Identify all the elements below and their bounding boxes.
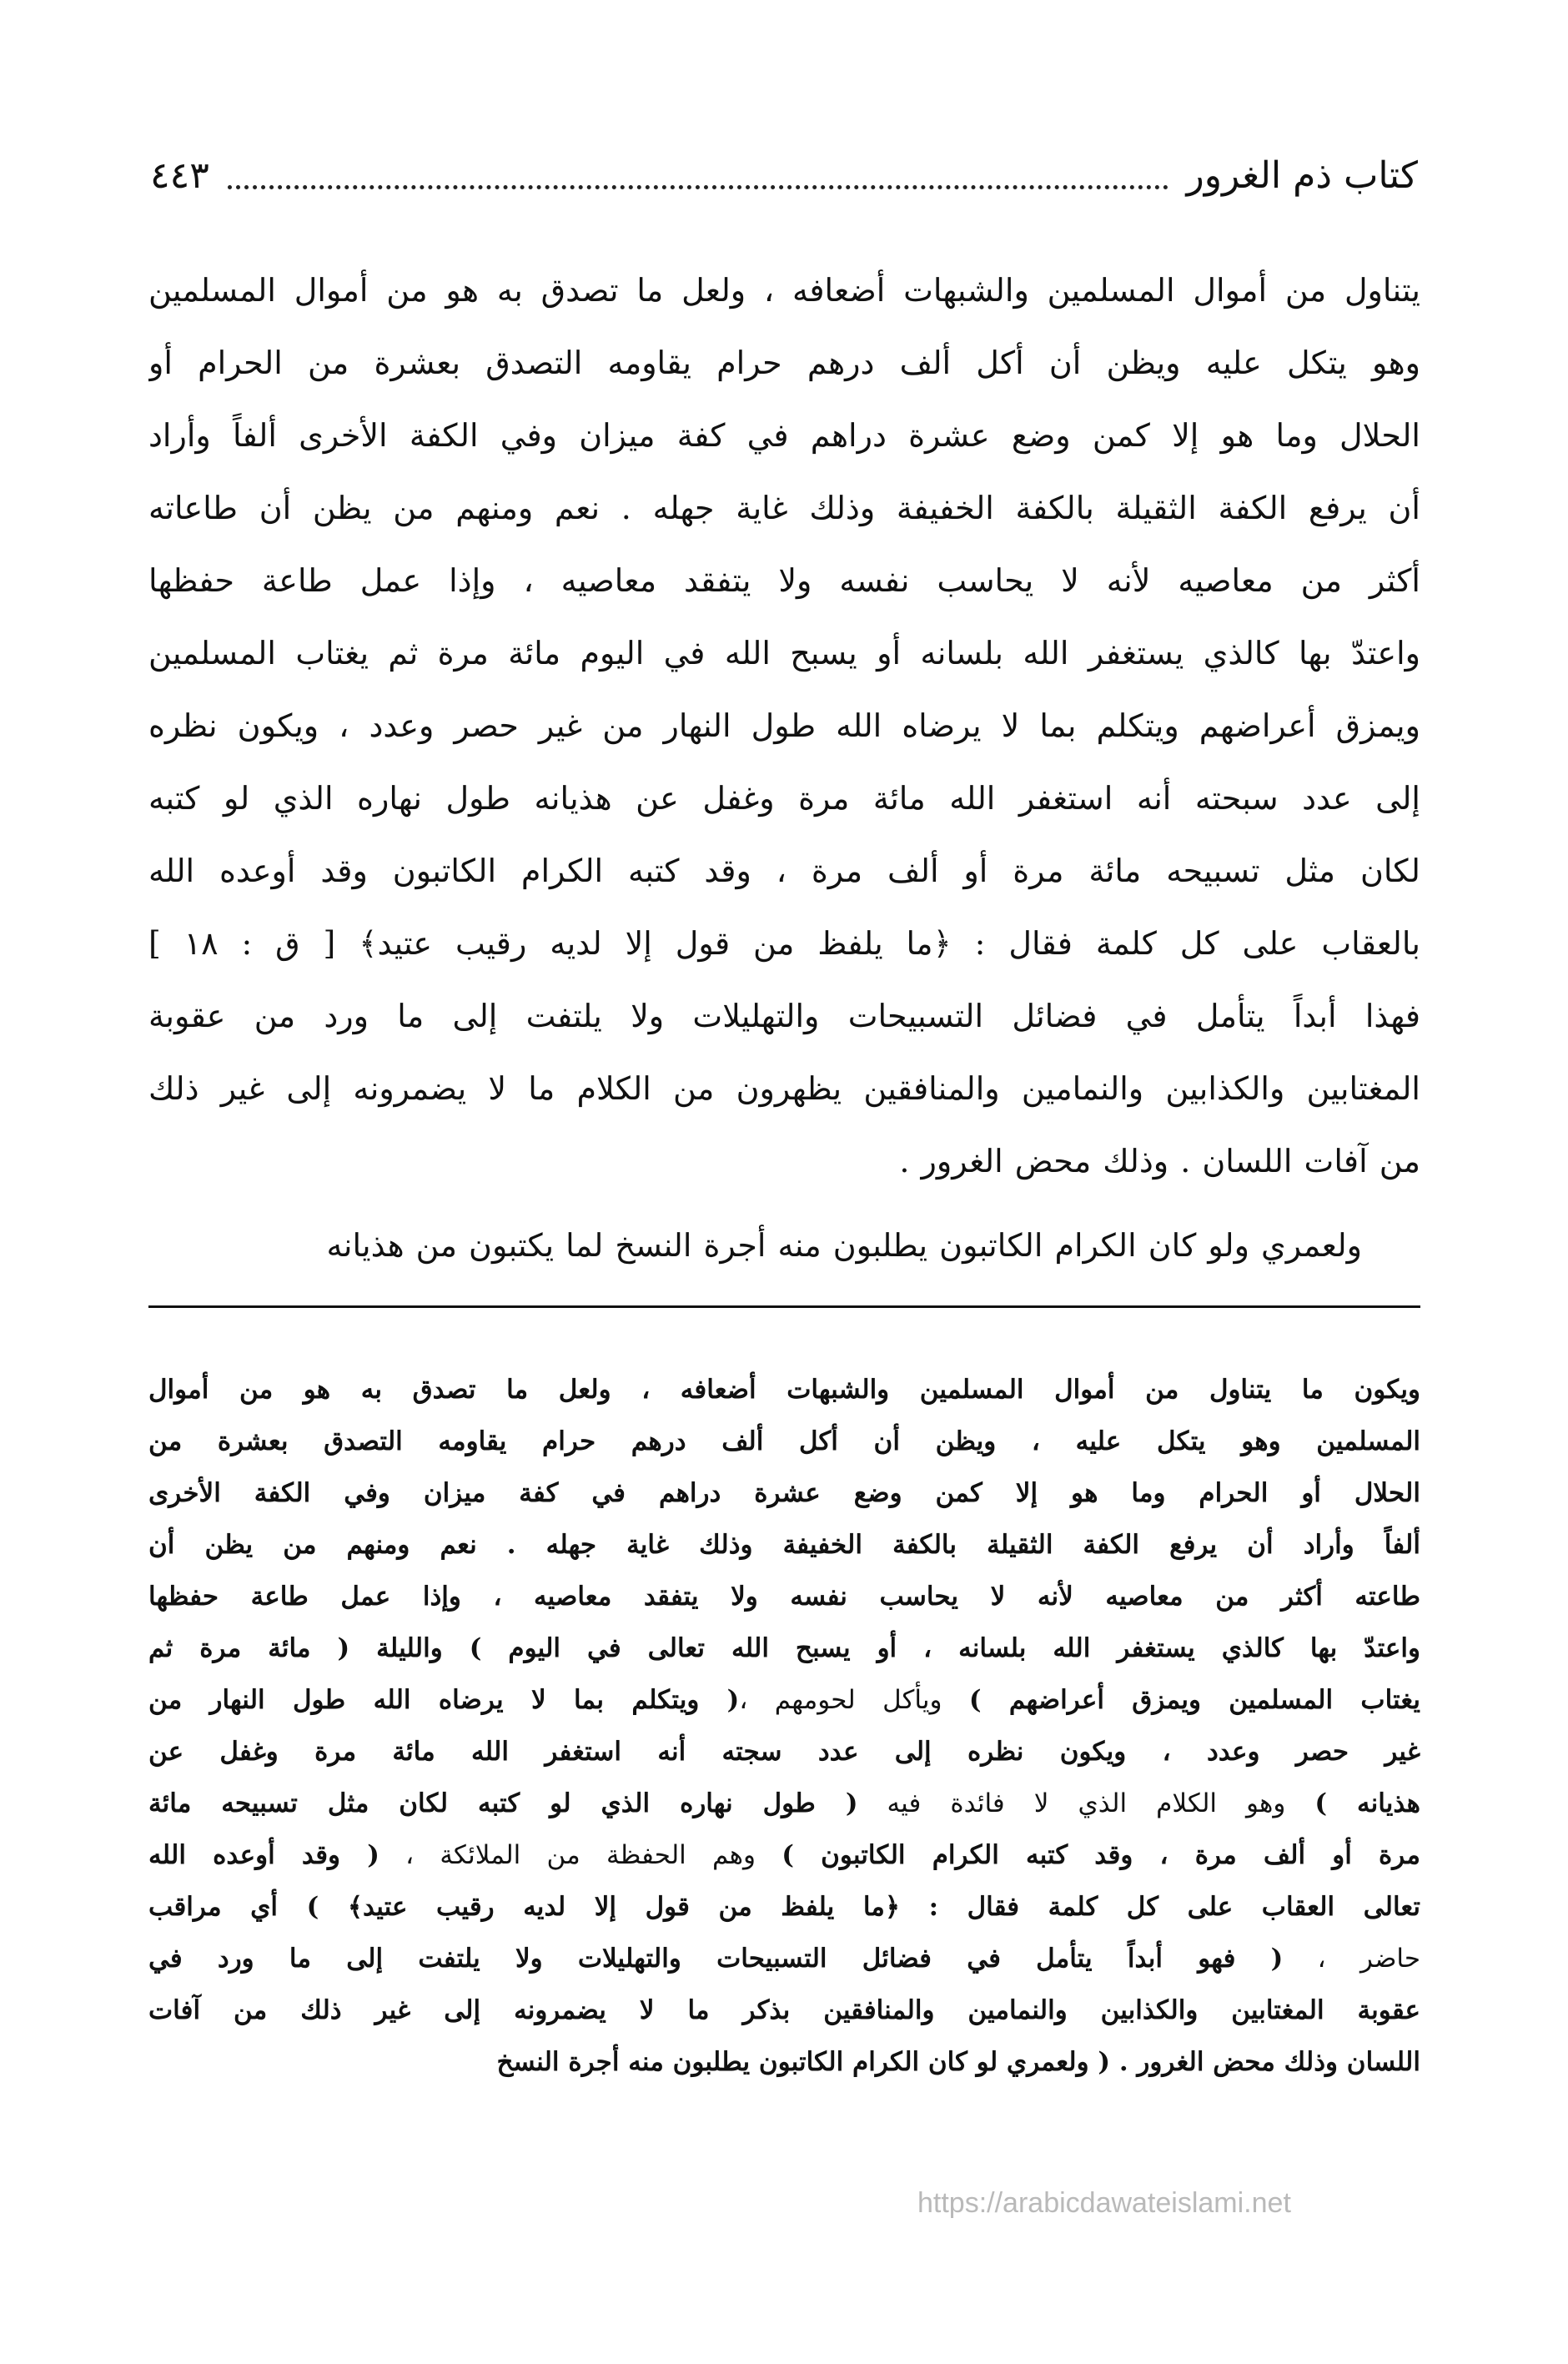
main-text-line: بالعقاب على كل كلمة فقال : ﴿ما يلفظ من قول إلا لديه رقيب عتيد﴾ [ ق : ١٨ ] [148,925,1420,962]
commentary-gloss: ويأكل لحومهم ، [739,1685,969,1715]
main-text-line: وهو يتكل عليه ويظن أن أكل ألف درهم حرام يقاومه التصدق بعشرة من الحرام أو [148,345,1420,381]
main-text-line: المغتابين والكذابين والنمامين والمنافقين يظهرون من الكلام ما لا يضمرونه إلى غير ذلك [148,1070,1420,1107]
main-text [148,254,1420,1282]
commentary-line [148,1519,1420,1571]
commentary-quote: ( ويتكلم بما لا يرضاه الله طول النهار من [148,1685,740,1715]
commentary-quote: ( وقد أوعده الله [148,1840,379,1870]
commentary-quote: ويكون ما يتناول من أموال المسلمين والشبهات أضعافه ، ولعل ما تصدق به هو من أموال [148,1375,1420,1405]
dotted-leader [228,185,1168,189]
commentary-line [148,1622,1420,1674]
main-text-indented-line: ولعمري ولو كان الكرام الكاتبون يطلبون منه أجرة النسخ لما يكتبون من هذيانه [326,1227,1362,1264]
commentary-line [148,1571,1420,1622]
main-text-line: لكان مثل تسبيحه مائة مرة أو ألف مرة ، وقد كتبه الكرام الكاتبون وقد أوعده الله [148,853,1420,889]
commentary-line [148,1778,1420,1829]
commentary-line [148,1416,1420,1467]
commentary-line [148,1881,1420,1933]
main-text-line: ويمزق أعراضهم ويتكلم بما لا يرضاه الله طول النهار من غير حصر وعدد ، ويكون نظره [148,707,1420,744]
commentary-quote: الحلال أو الحرام وما هو إلا كمن وضع عشرة دراهم في كفة ميزان وفي الكفة الأخرى [148,1478,1420,1508]
commentary-text [148,1364,1420,2088]
commentary-line [148,1933,1420,1984]
commentary-line [148,1984,1420,2036]
commentary-quote: ( فهو أبداً يتأمل في فضائل التسبيحات والتهليلات ولا يلتفت إلى ما ورد في [148,1944,1284,1974]
commentary-line [148,1467,1420,1519]
watermark: https://arabicdawateislami.net [917,2187,1291,2219]
main-text-line: أكثر من معاصيه لأنه لا يحاسب نفسه ولا يتفقد معاصيه ، وإذا عمل طاعة حفظها [148,562,1420,599]
commentary-gloss: وهو الكلام الذي لا فائدة فيه [857,1788,1315,1818]
main-text-line: فهذا أبداً يتأمل في فضائل التسبيحات والتهليلات ولا يلتفت إلى ما ورد من عقوبة [148,998,1420,1034]
commentary-quote: هذيانه ) [1314,1788,1420,1818]
running-header [150,146,1418,204]
commentary-line [148,1726,1420,1778]
footnote-divider [148,1305,1420,1308]
commentary-quote: المسلمين وهو يتكل عليه ، ويظن أن أكل ألف درهم حرام يقاومه التصدق بعشرة من [148,1426,1420,1456]
commentary-quote: يغتاب المسلمين ويمزق أعراضهم ) [968,1685,1420,1715]
book-title: كتاب ذم الغرور [1186,153,1418,197]
main-text-line: من آفات اللسان . وذلك محض الغرور . [899,1143,1420,1179]
main-text-line: واعتدّ بها كالذي يستغفر الله بلسانه أو يسبح الله في اليوم مائة مرة ثم يغتاب المسلمين [148,635,1420,671]
page-number: ٤٤٣ [150,153,209,197]
commentary-quote: طاعته أكثر من معاصيه لأنه لا يحاسب نفسه ولا يتفقد معاصيه ، وإذا عمل طاعة حفظها [148,1582,1420,1612]
main-text-line: يتناول من أموال المسلمين والشبهات أضعافه ، ولعل ما تصدق به هو من أموال المسلمين [148,272,1420,309]
commentary-quote: مرة أو ألف مرة ، وقد كتبه الكرام الكاتبون ) [781,1840,1420,1870]
commentary-line [148,1674,1420,1726]
commentary-quote: اللسان وذلك محض الغرور . ( ولعمري لو كان الكرام الكاتبون يطلبون منه أجرة النسخ [496,2047,1420,2077]
commentary-gloss: وهم الحفظة من الملائكة ، [379,1840,782,1870]
commentary-quote: ( طول نهاره الذي لو كتبه لكان مثل تسبيحه مائة [148,1788,858,1818]
main-text-line: أن يرفع الكفة الثقيلة بالكفة الخفيفة وذلك غاية جهله . نعم ومنهم من يظن أن طاعاته [148,490,1420,526]
commentary-quote: عقوبة المغتابين والكذابين والنمامين والمنافقين بذكر ما لا يضمرونه إلى غير ذلك من آفات [148,1995,1420,2025]
commentary-gloss: حاضر ، [1283,1944,1420,1974]
commentary-quote: ألفاً وأراد أن يرفع الكفة الثقيلة بالكفة الخفيفة وذلك غاية جهله . نعم ومنهم من يظن أن [148,1530,1420,1560]
commentary-quote: غير حصر وعدد ، ويكون نظره إلى عدد سجته أنه استغفر الله مائة مرة وغفل عن [148,1737,1420,1767]
commentary-line [148,2036,1420,2088]
commentary-quote: تعالى العقاب على كل كلمة فقال : ﴿ما يلفظ من قول إلا لديه رقيب عتيد﴾ ) أي مراقب [148,1892,1420,1922]
main-text-line: الحلال وما هو إلا كمن وضع عشرة دراهم في كفة ميزان وفي الكفة الأخرى ألفاً وأراد [148,417,1420,454]
commentary-quote: واعتدّ بها كالذي يستغفر الله بلسانه ، أو يسبح الله تعالى في اليوم ) والليلة ( مائة مرة ثم [148,1633,1420,1663]
commentary-line [148,1364,1420,1416]
commentary-line [148,1829,1420,1881]
main-text-line: إلى عدد سبحته أنه استغفر الله مائة مرة وغفل عن هذيانه طول نهاره الذي لو كتبه [148,780,1420,817]
